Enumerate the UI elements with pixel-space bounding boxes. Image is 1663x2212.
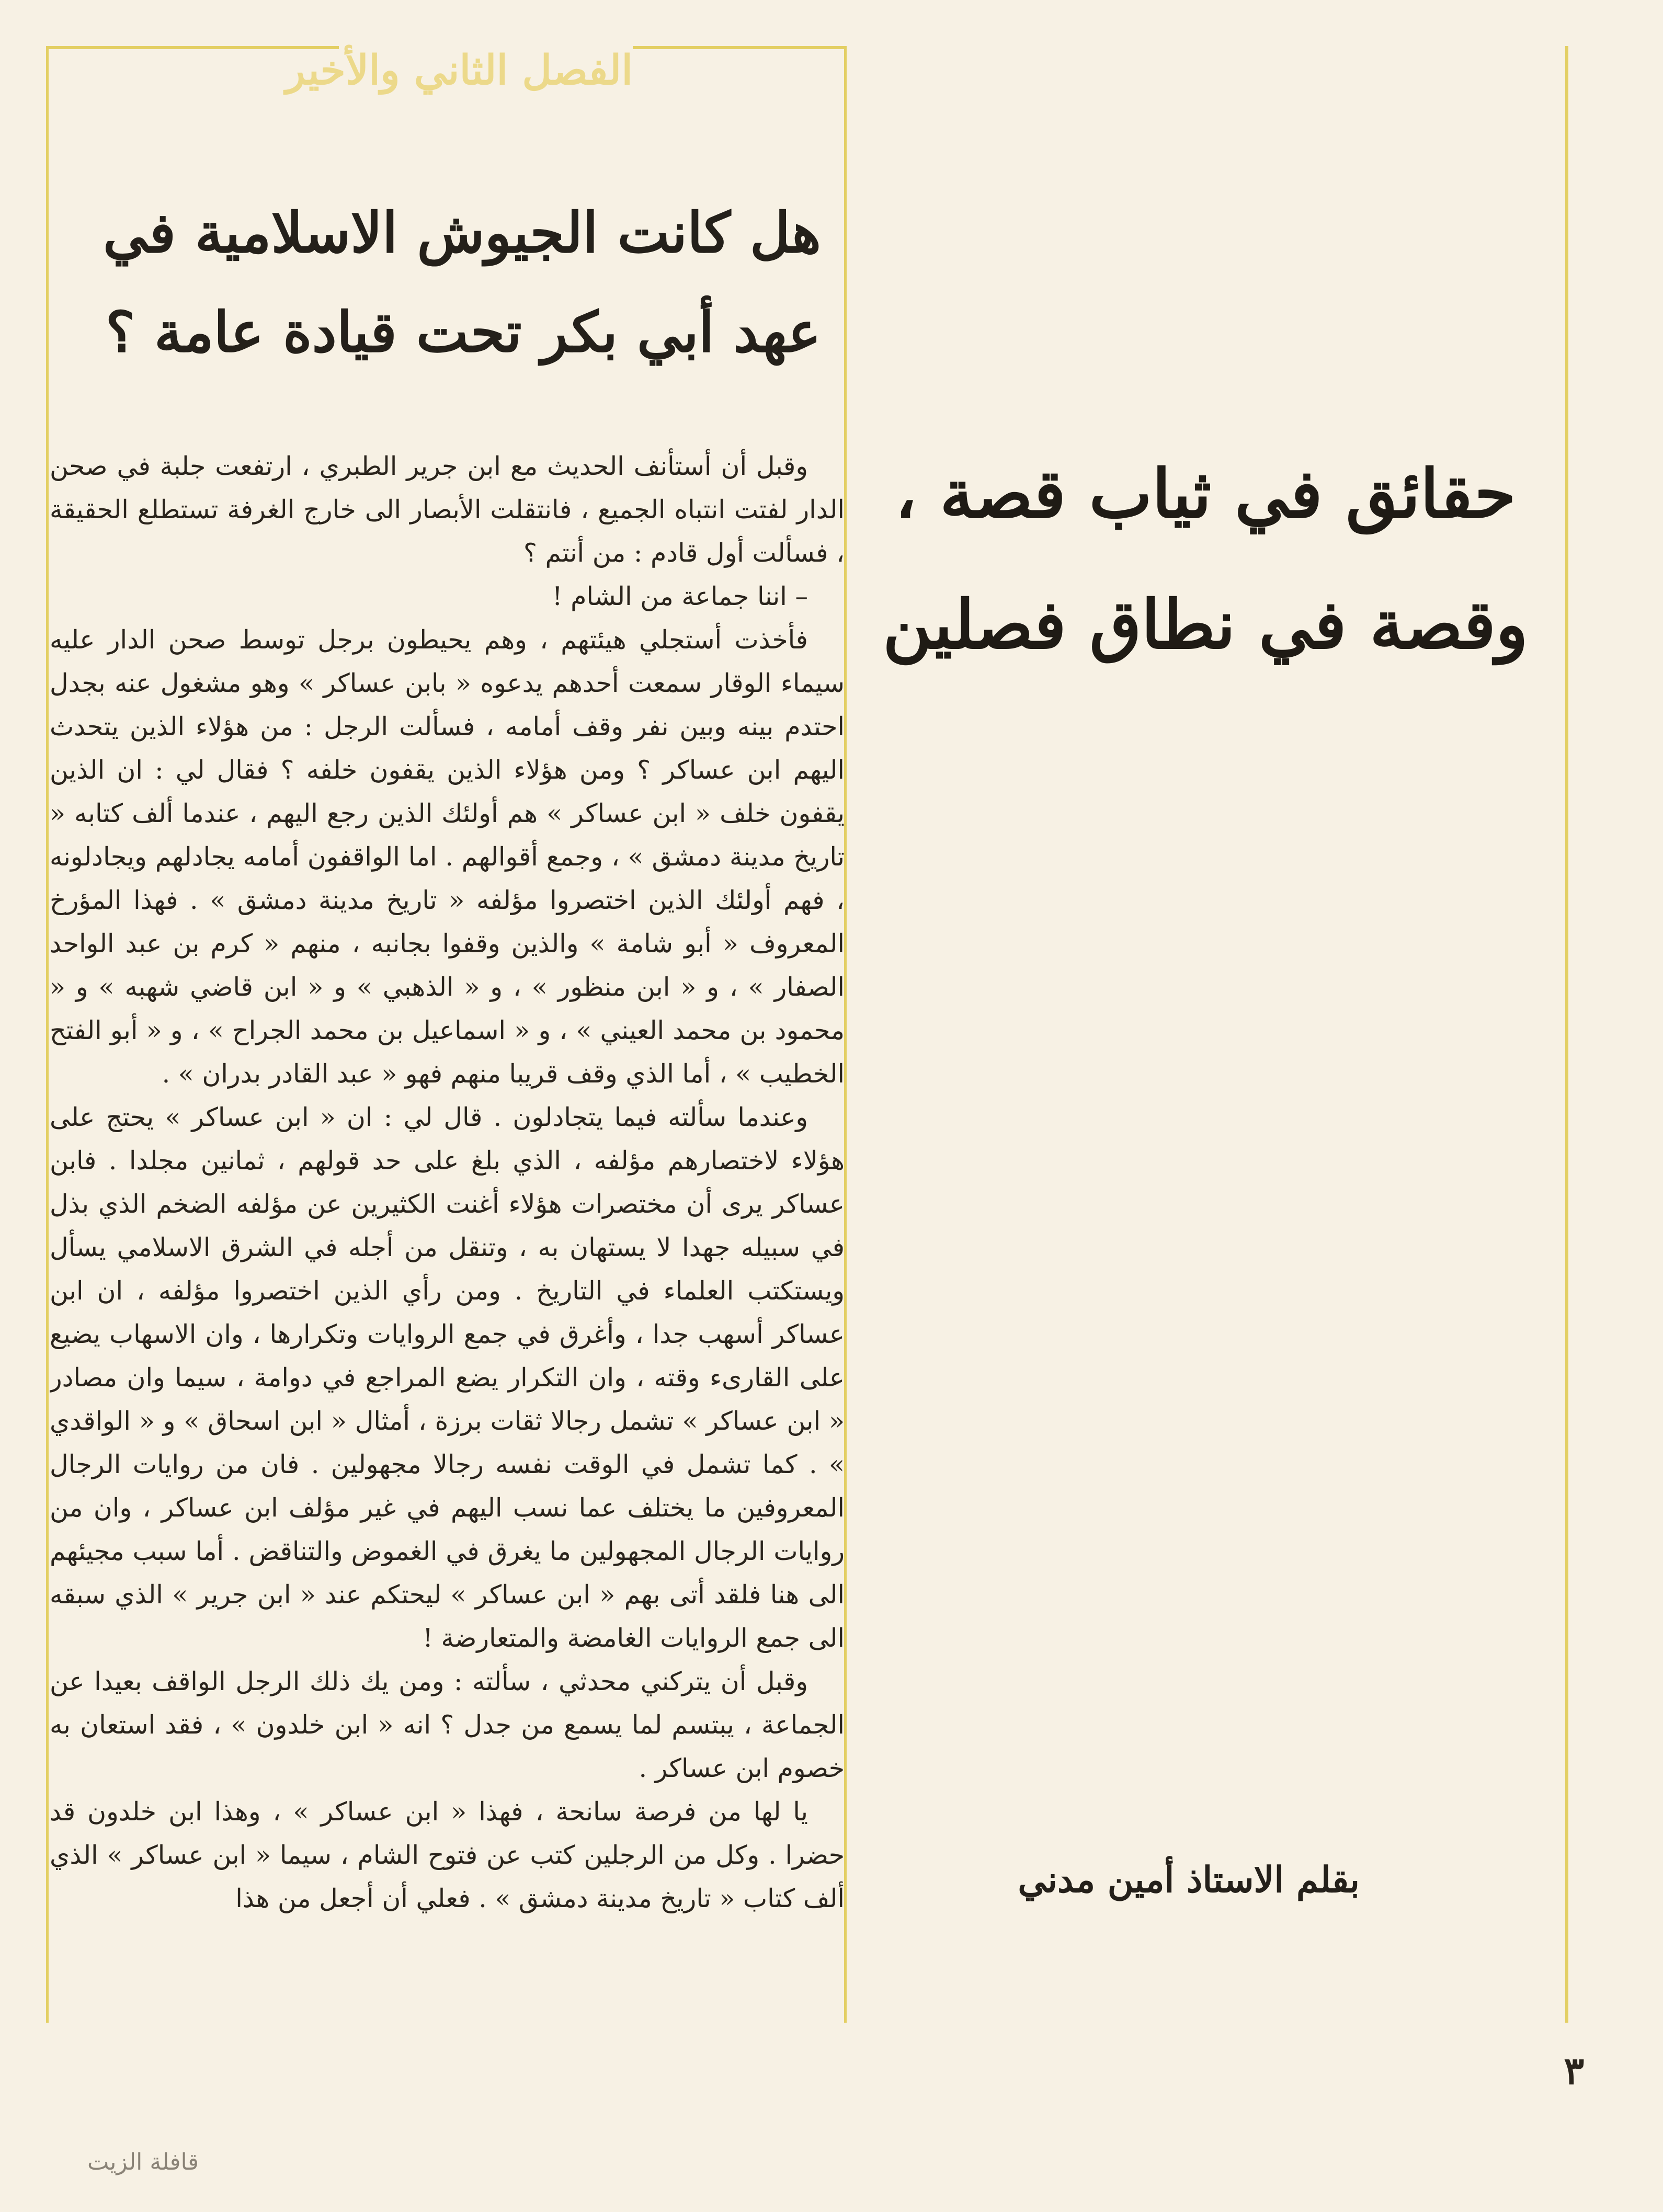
article-title-line-2: وقصة في نطاق فصلين: [883, 586, 1528, 664]
column-rule-left: [46, 46, 49, 2023]
article-title-line-1: حقائق في ثياب قصة ،: [895, 455, 1516, 533]
paragraph-6: يا لها من فرصة سانحة ، فهذا « ابن عساكر » ، وهذا ابن خلدون قد حضرا . وكل من الرجلين كتب عن فتوح الشام ، سيما « ابن عساكر » الذي ألف كتاب « تاريخ مدينة دمشق » . فعلي أن أجعل من هذا: [50, 1797, 845, 1913]
paragraph-2: – اننا جماعة من الشام !: [552, 581, 808, 611]
question-heading: [78, 183, 821, 382]
page-number: ٣: [1564, 2048, 1585, 2093]
author-byline: بقلم الاستاذ أمين مدني: [1018, 1859, 1360, 1901]
article-title: [858, 429, 1553, 690]
column-rule-top-right: [633, 46, 847, 49]
paragraph-1: وقبل أن أستأنف الحديث مع ابن جرير الطبري ، ارتفعت جلبة في صحن الدار لفتت انتباه الجميع ، فانتقلت الأبصار الى خارج الغرفة تستطلع الحقيقة ، فسألت أول قادم : من أنتم ؟: [50, 451, 845, 568]
question-heading-line-1: هل كانت الجيوش الاسلامية في: [102, 200, 821, 265]
paragraph-5: وقبل أن يتركني محدثي ، سألته : ومن يك ذلك الرجل الواقف بعيدا عن الجماعة ، يبتسم لما يسمع من جدل ؟ انه « ابن خلدون » ، فقد استعان به خصوم ابن عساكر .: [50, 1667, 845, 1783]
page-rule-right: [1565, 46, 1568, 2023]
magazine-name: قافلة الزيت: [87, 2149, 199, 2175]
question-heading-line-2: عهد أبي بكر تحت قيادة عامة ؟: [105, 299, 821, 364]
paragraph-4: وعندما سألته فيما يتجادلون . قال لي : ان « ابن عساكر » يحتج على هؤلاء لاختصارهم مؤلفه ، الذي بلغ على حد قولهم ، ثمانين مجلدا . فابن عساكر يرى أن مختصرات هؤلاء أغنت الكثيرين عن مؤلفه الضخم الذي بذل في سبيله جهدا لا يستهان به ، وتنقل من أجله في الشرق الاسلامي يسأل ويستكتب العلماء في التاريخ . ومن رأي الذين اختصروا مؤلفه ، ان ابن عساكر أسهب جدا ، وأغرق في جمع الروايات وتكرارها ، وان الاسهاب يضيع على القارىء وقته ، وان التكرار يضع المراجع في دوامة ، سيما وان مصادر « ابن عساكر » تشمل رجالا ثقات برزة ، أمثال « ابن اسحاق » و « الواقدي » . كما تشمل في الوقت نفسه رجالا مجهولين . فان من روايات الرجال المعروفين ما يختلف عما نسب اليهم في غير مؤلف ابن عساكر ، وان من روايات الرجال المجهولين ما يغرق في الغموض والتناقض . أما سبب مجيئهم الى هنا فلقد أتى بهم « ابن عساكر » ليحتكم عند « ابن جرير » الذي سبقه الى جمع الروايات الغامضة والمتعارضة !: [50, 1102, 845, 1653]
paragraph-3: فأخذت أستجلي هيئتهم ، وهم يحيطون برجل توسط صحن الدار عليه سيماء الوقار سمعت أحدهم يدعوه « بابن عساكر » وهو مشغول عنه بجدل احتدم بينه وبين نفر وقف أمامه ، فسألت الرجل : من هؤلاء الذين يتحدث اليهم ابن عساكر ؟ ومن هؤلاء الذين يقفون خلفه ؟ فقال لي : ان الذين يقفون خلف « ابن عساكر » هم أولئك الذين رجع اليهم ، عندما ألف كتابه « تاريخ مدينة دمشق » ، وجمع أقوالهم . اما الواقفون أمامه يجادلهم ويجادلونه ، فهم أولئك الذين اختصروا مؤلفه « تاريخ مدينة دمشق » . فهذا المؤرخ المعروف « أبو شامة » والذين وقفوا بجانبه ، منهم « كرم بن عبد الواحد الصفار » ، و « ابن منظور » ، و « الذهبي » و « ابن قاضي شهبه » و « محمود بن محمد العيني » ، و « اسماعيل بن محمد الجراح » ، و « أبو الفتح الخطيب » ، أما الذي وقف قريبا منهم فهو « عبد القادر بدران » .: [50, 625, 845, 1089]
section-label: الفصل الثاني والأخير: [286, 47, 633, 94]
article-body: [50, 444, 845, 2024]
